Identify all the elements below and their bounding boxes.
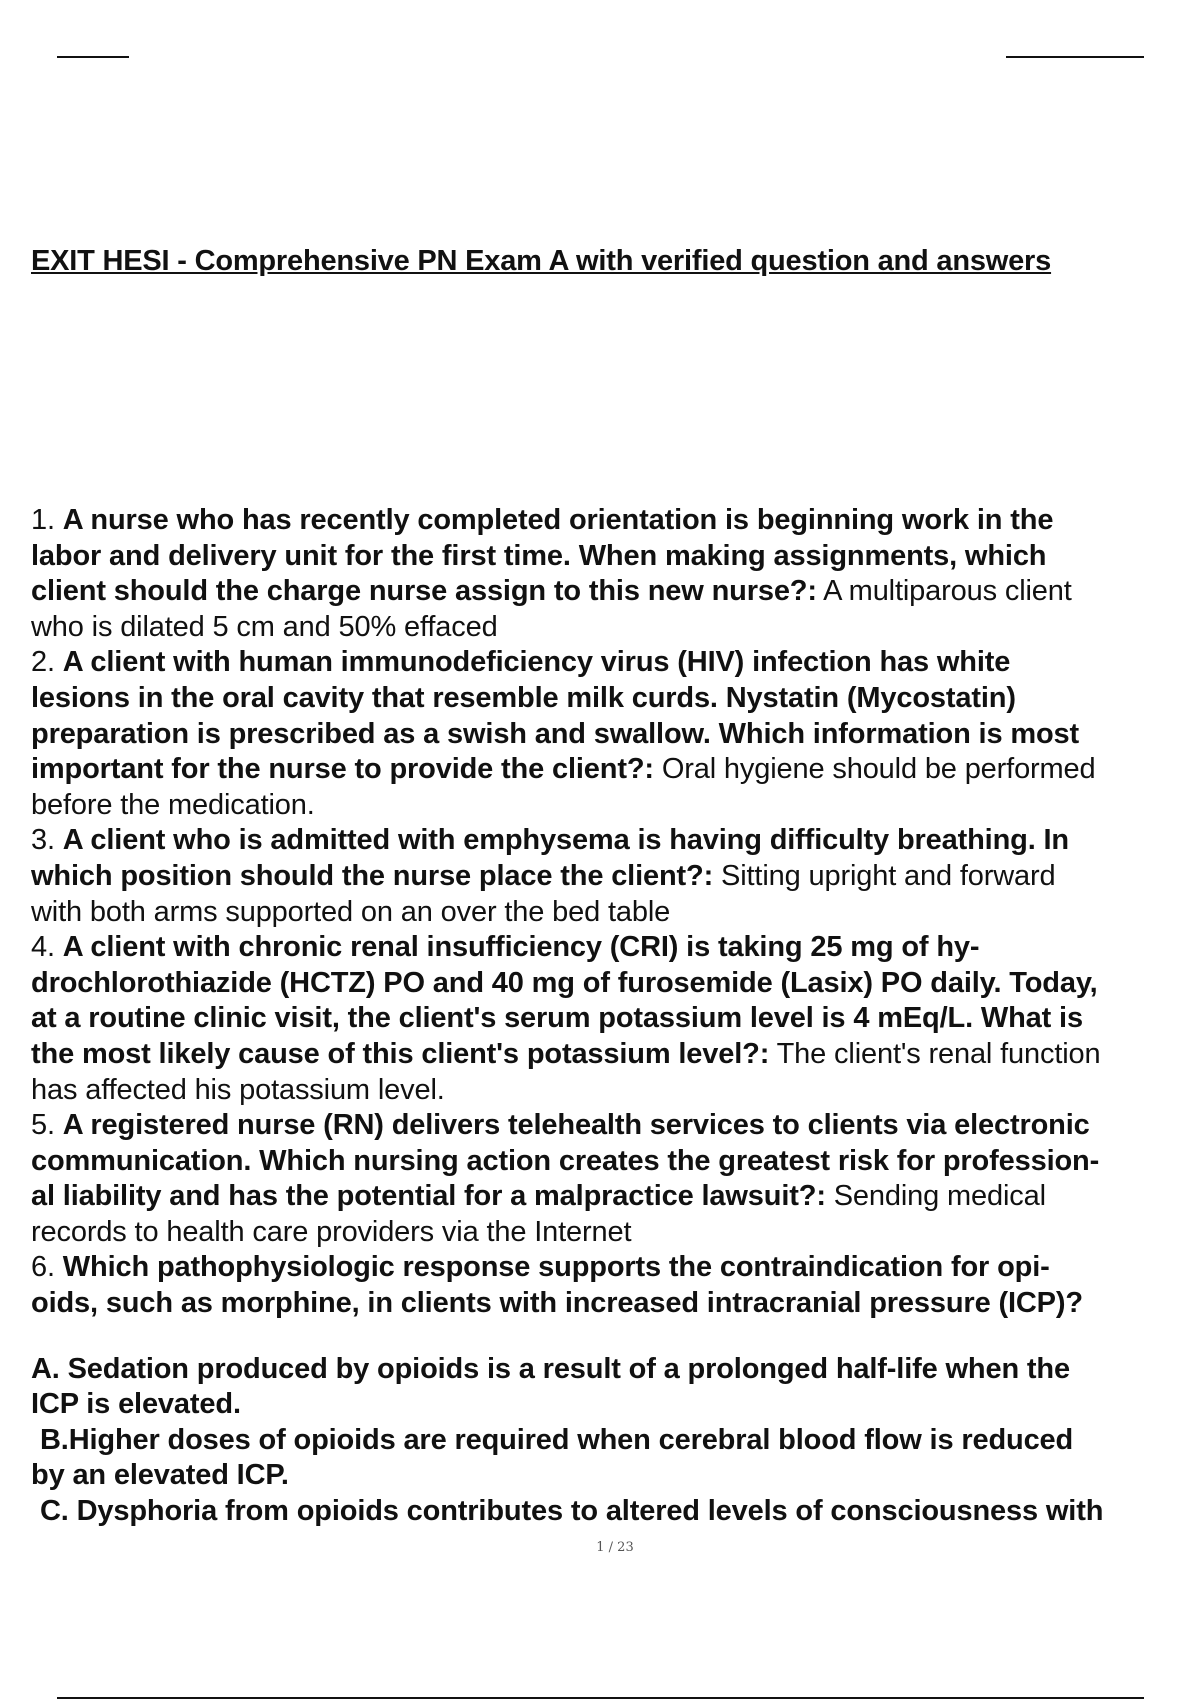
header-rule-right [1006, 56, 1144, 58]
question-line [31, 1286, 1200, 1322]
question-text: which position should the nurse place the client?: [31, 859, 714, 892]
question-number: 4. [31, 931, 63, 964]
question-line [31, 681, 1200, 717]
answer-text: Sitting upright and forward [713, 859, 1056, 892]
question-line [31, 717, 1200, 753]
footer-rule [57, 1697, 1144, 1699]
answer-text: before the medication. [31, 788, 315, 821]
answer-option: C. Dysphoria from opioids contributes to altered levels of consciousness with [40, 1495, 1104, 1528]
answer-option: B.Higher doses of opioids are required when cerebral blood flow is reduced [40, 1423, 1074, 1456]
question-line [31, 1144, 1200, 1180]
question-text: client should the charge nurse assign to this new nurse?: [31, 575, 817, 608]
answer-text: has affected his potassium level. [31, 1073, 445, 1106]
question-text: the most likely cause of this client's potassium level?: [31, 1037, 770, 1070]
answer-text: who is dilated 5 cm and 50% effaced [31, 610, 498, 643]
answer-text: Oral hygiene should be performed [653, 753, 1096, 786]
question-line [31, 1215, 1200, 1251]
answer-text: with both arms supported on an over the bed table [31, 895, 671, 928]
question-list [31, 503, 1200, 1538]
answer-option: A. Sedation produced by opioids is a result of a prolonged half-life when the [31, 1352, 1070, 1385]
question-text: communication. Which nursing action creates the greatest risk for profession- [31, 1144, 1100, 1177]
question-line [31, 930, 1200, 966]
answer-text: The client's renal function [769, 1037, 1101, 1070]
question-line [31, 1001, 1200, 1037]
question-text: important for the nurse to provide the client?: [31, 753, 654, 786]
question-text: at a routine clinic visit, the client's serum potassium level is 4 mEq/L. What is [31, 1002, 1083, 1035]
question-text: labor and delivery unit for the first time. When making assignments, which [31, 539, 1047, 572]
question-line [31, 539, 1200, 575]
question-text: Which pathophysiologic response supports the contraindication for opi- [62, 1251, 1050, 1284]
answer-text: records to health care providers via the Internet [31, 1215, 632, 1248]
question-number: 3. [31, 824, 63, 857]
question-line [31, 823, 1200, 859]
question-text: A registered nurse (RN) delivers telehealth services to clients via electronic [62, 1109, 1090, 1142]
question-line [31, 752, 1200, 788]
question-line [31, 895, 1200, 931]
question-text: A client who is admitted with emphysema is having difficulty breathing. In [62, 824, 1069, 857]
page-number: 1 / 23 [596, 1540, 634, 1555]
question-line [31, 1250, 1200, 1286]
question-text: al liability and has the potential for a malpractice lawsuit?: [31, 1180, 826, 1213]
header-rule-left [57, 56, 129, 58]
question-text: drochlorothiazide (HCTZ) PO and 40 mg of furosemide (Lasix) PO daily. Today, [31, 966, 1098, 999]
question-text: A client with chronic renal insufficiency (CRI) is taking 25 mg of hy- [62, 931, 980, 964]
answer-text: Sending medical [825, 1180, 1046, 1213]
question-number: 2. [31, 646, 63, 679]
question-line [31, 1179, 1200, 1215]
question-line [31, 788, 1200, 824]
question-text: A client with human immunodeficiency virus (HIV) infection has white [62, 646, 1011, 679]
question-line [31, 610, 1200, 646]
question-number: 6. [31, 1251, 63, 1284]
question-number: 5. [31, 1109, 63, 1142]
question-line [31, 859, 1200, 895]
question-number: 1. [31, 504, 63, 536]
question-line [31, 1108, 1200, 1144]
question-line [31, 645, 1200, 681]
question-text: preparation is prescribed as a swish and swallow. Which information is most [31, 717, 1080, 750]
question-line [31, 1037, 1200, 1073]
spacer [31, 1322, 1200, 1352]
answer-text: A multiparous client [816, 575, 1072, 608]
document-title: EXIT HESI - Comprehensive PN Exam A with verified question and answers [31, 245, 1052, 277]
question-line [31, 966, 1200, 1002]
question-text: lesions in the oral cavity that resemble milk curds. Nystatin (Mycostatin) [31, 681, 1016, 714]
answer-option: ICP is elevated. [31, 1388, 241, 1421]
question-line [31, 503, 1200, 539]
question-text: oids, such as morphine, in clients with increased intracranial pressure (ICP)? [31, 1287, 1083, 1320]
question-text: A nurse who has recently completed orientation is beginning work in the [62, 504, 1054, 536]
question-line [31, 1073, 1200, 1109]
question-line [31, 574, 1200, 610]
answer-option: by an elevated ICP. [31, 1459, 289, 1492]
